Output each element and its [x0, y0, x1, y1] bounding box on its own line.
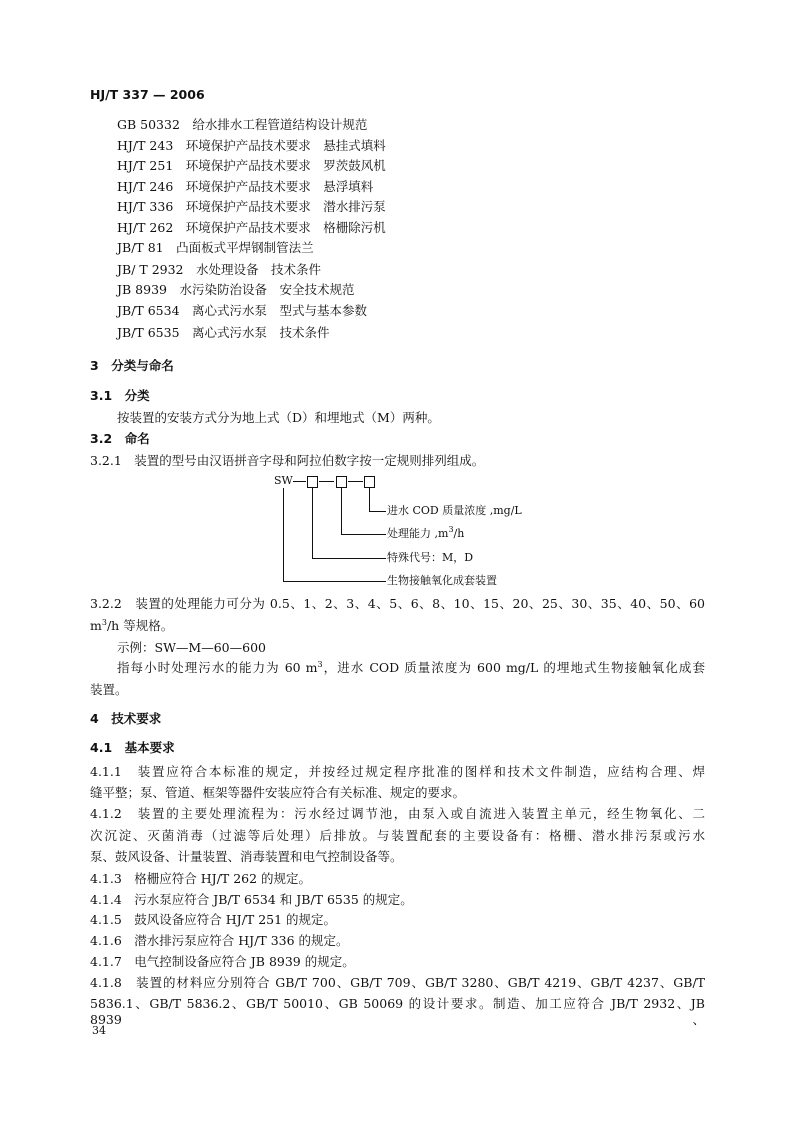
reference-item: HJ/T 243 环境保护产品技术要求 悬挂式填料 [117, 138, 386, 153]
paragraph-4-1-4: 4.1.4 污水泵应符合 JB/T 6534 和 JB/T 6535 的规定。 [90, 892, 413, 907]
paragraph-line: 泵、鼓风设备、计量装置、消毒装置和电气控制设备等。 [90, 849, 403, 864]
paragraph-4-1-2: 4.1.2 装置的主要处理流程为：污水经过调节池，由泵入或自流进入装置主单元，经生物氧化、二 [90, 806, 705, 821]
section-3-heading: 3 分类与命名 [90, 358, 174, 373]
section-4-heading: 4 技术要求 [90, 711, 162, 726]
example: 示例：SW—M—60—600 [117, 640, 266, 655]
label-cod: 进水 COD 质量浓度 ,mg/L [387, 504, 522, 517]
section-4-1-heading: 4.1 基本要求 [90, 740, 175, 755]
reference-item: GB 50332 给水排水工程管道结构设计规范 [117, 117, 368, 132]
label-capacity: 处理能力 $,m^3/h$ [387, 525, 465, 540]
reference-item: HJ/T 336 环境保护产品技术要求 潜水排污泵 [117, 199, 386, 214]
paragraph-4-1-5: 4.1.5 鼓风设备应符合 HJ/T 251 的规定。 [90, 912, 337, 927]
paragraph-4-1-3: 4.1.3 格栅应符合 HJ/T 262 的规定。 [90, 871, 312, 886]
reference-item: JB/T 6535 离心式污水泵 技术条件 [117, 325, 330, 340]
section-3-2-heading: 3.2 命名 [90, 431, 150, 446]
section-3-1-heading: 3.1 分类 [90, 388, 150, 403]
diagram-prefix: SW [274, 474, 293, 487]
code-box [336, 476, 347, 488]
reference-item: JB/T 81 凸面板式平焊钢制管法兰 [117, 240, 314, 255]
paragraph-4-1-1: 4.1.1 装置应符合本标准的规定，并按经过规定程序批准的图样和技术文件制造，应结构合理、焊 [90, 764, 705, 779]
reference-item: JB/ T 2932 水处理设备 技术条件 [117, 262, 322, 277]
reference-item: HJ/T 246 环境保护产品技术要求 悬浮填料 [117, 179, 374, 194]
paragraph-4-1-8: 4.1.8 装置的材料应分别符合 GB/T 700、GB/T 709、GB/T 3280、GB/T 4219、GB/T 4237、GB/T [90, 975, 705, 990]
reference-item: JB 8939 水污染防治设备 安全技术规范 [117, 282, 355, 297]
label-device-name: 生物接触氧化成套装置 [387, 574, 497, 587]
paragraph-4-1-6: 4.1.6 潜水排污泵应符合 HJ/T 336 的规定。 [90, 933, 349, 948]
code-box [307, 476, 318, 488]
paragraph-3-2-2: 3.2.2 装置的处理能力可分为 0.5、1、2、3、4、5、6、8、10、15、20、25、30、35、40、50、60 [90, 596, 705, 611]
reference-item: HJ/T 251 环境保护产品技术要求 罗茨鼓风机 [117, 158, 386, 173]
page-number: 34 [92, 1024, 106, 1037]
document-header: HJ/T 337 — 2006 [90, 87, 205, 102]
paragraph-4-1-7: 4.1.7 电气控制设备应符合 JB 8939 的规定。 [90, 954, 355, 969]
paragraph-line: 装置。 [90, 682, 128, 697]
label-special-code: 特殊代号：M，D [387, 551, 474, 564]
reference-item: JB/T 6534 离心式污水泵 型式与基本参数 [117, 303, 368, 318]
paragraph-line: $m^3/h$ 等规格。 [90, 618, 174, 633]
example-explanation: 指每小时处理污水的能力为 60 $m^3$，进水 COD 质量浓度为 600 mg/L 的埋地式生物接触氧化成套 [117, 660, 705, 675]
paragraph: 按装置的安装方式分为地上式（D）和埋地式（M）两种。 [117, 410, 440, 425]
paragraph-line: 5836.1、GB/T 5836.2、GB/T 50010、GB 50069 的设计要求。制造、加工应符合 JB/T 2932、JB 8939、 [90, 996, 705, 1027]
paragraph-3-2-1: 3.2.1 装置的型号由汉语拼音字母和阿拉伯数字按一定规则排列组成。 [90, 453, 485, 468]
code-box [364, 476, 375, 488]
reference-item: HJ/T 262 环境保护产品技术要求 格栅除污机 [117, 220, 386, 235]
paragraph-line: 次沉淀、灭菌消毒（过滤等后处理）后排放。与装置配套的主要设备有：格栅、潜水排污泵或污水 [90, 828, 705, 843]
paragraph-line: 缝平整；泵、管道、框架等器件安装应符合有关标准、规定的要求。 [90, 785, 466, 800]
